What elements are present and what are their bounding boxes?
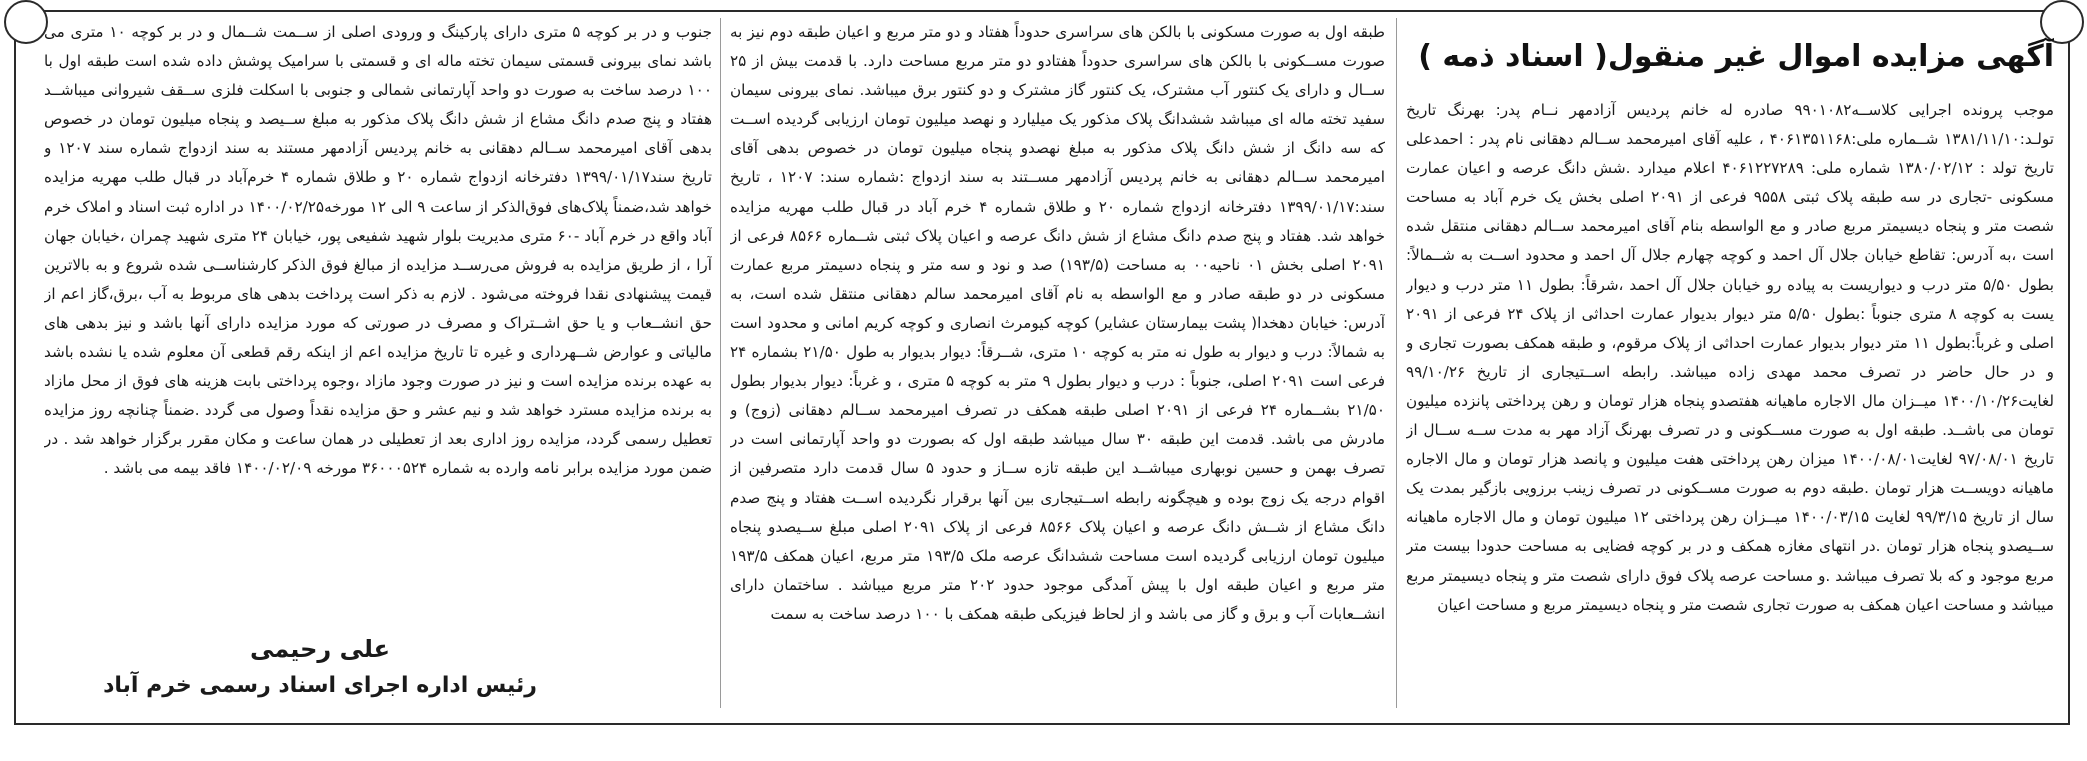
signatory-name: علی رحیمی: [249, 635, 391, 663]
signature-block: [90, 630, 550, 704]
column-divider: [720, 18, 721, 708]
column-divider: [1396, 18, 1397, 708]
notice-body-part-2: طبقه اول به صورت مسکونی با بالکن های سراسری حدوداً هفتاد و دو متر مربع و اعیان طبقه دوم نیز به صورت مســکونی با بالکن های سراسری حدوداً هفتادو دو متر مربع مساحت دارد. با قدمت بیش از ۲۵ ســال و دارای یک کنتور آب مشترک، یک کنتور گاز مشترک و دو کنتور برق میباشد. نمای بیرونی سیمان سفید تخته ماله ای میباشد ششدانگ پلاک مذکور یک میلیارد و نهصد میلیون تومان ارزیابی گردیده اســت که سه دانگ از شش دانگ پلاک مذکور به مبلغ نهصدو پنجاه میلیون تومان در خصوص بدهی آقای امیرمحمد ســالم دهقانی به خانم پردیس آزادمهر مســتند به سند ازدواج :شماره سند: ۱۲۰۷ ، تاریخ سند:۱۳۹۹/۰۱/۱۷ دفترخانه ازدواج شماره ۲۰ و طلاق شماره ۴ خرم آباد در قبال طلب مهریه مزایده خواهد شد. هفتاد و پنج صدم دانگ مشاع از شش دانگ عرصه و اعیان پلاک ثبتی شــماره ۸۵۶۶ فرعی از ۲۰۹۱ اصلی بخش ۰۱ ناحیه۰۰ به مساحت (۱۹۳/۵) صد و نود و سه متر و پنجاه دسیمتر مربع عمارت مسکونی در دو طبقه صادر و مع الواسطه به نام آقای امیرمحمد سالم دهقانی منتقل شده است، به آدرس: خیابان دهخدا( پشت بیمارستان عشایر) کوچه کیومرث انصاری و کوچه کریم امانی و محدود است به شمالاً: درب و دیوار به طول نه متر به کوچه ۱۰ متری، شــرقاً: دیوار بدیوار به طول ۲۱/۵۰ بشماره ۲۴ فرعی است ۲۰۹۱ اصلی، جنوباً : درب و دیوار بطول ۹ متر به کوچه ۵ متری ، و غرباً: دیوار بدیوار بطول ۲۱/۵۰ بشــماره ۲۴ فرعی از ۲۰۹۱ اصلی طبقه همکف در تصرف امیرمحمد ســالم دهقانی (زوج) و مادرش می باشد. قدمت این طبقه ۳۰ سال میباشد طبقه اول که بصورت دو واحد آپارتمانی است در تصرف بهمن و حسین نوبهاری میباشــد این طبقه تازه ســاز و حدود ۵ سال قدمت دارد متصرفین از اقوام درجه یک زوج بوده و هیچگونه رابطه اســتیجاری بین آنها برقرار نگردیده اســت هفتاد و پنج صدم دانگ مشاع از شــش دانگ عرصه و اعیان پلاک ۸۵۶۶ فرعی از پلاک ۲۰۹۱ اصلی مبلغ ســیصدو پنجاه میلیون تومان ارزیابی گردیده است مساحت ششدانگ عرصه ملک ۱۹۳/۵ متر مربع، اعیان همکف ۱۹۳/۵ متر مربع و اعیان طبقه اول با پیش آمدگی موجود حدود ۲۰۲ متر مربع میباشد . ساختمان دارای انشــعابات آب و برق و گاز می باشد و از لحاظ فیزیکی طبقه همکف با ۱۰۰ درصد ساخت به سمت: [730, 23, 1385, 623]
notice-column-middle: [730, 18, 1385, 708]
notice-body-part-3: جنوب و در بر کوچه ۵ متری دارای پارکینگ و ورودی اصلی از ســمت شــمال و در بر کوچه ۱۰ متری می باشد نمای بیرونی قسمتی سیمان تخته ماله ای و قسمتی با سرامیک پوشش داده شده است طبقه اول با ۱۰۰ درصد ساخت به صورت دو واحد آپارتمانی شمالی و جنوبی با اسکلت فلزی ســقف شیروانی میباشــد هفتاد و پنج صدم دانگ مشاع از شش دانگ پلاک مذکور به مبلغ ســیصد و پنجاه میلیون تومان در خصوص بدهی آقای امیرمحمد ســالم دهقانی به خانم پردیس آزادمهر مستند به سند ازدواج شماره سند ۱۲۰۷ و تاریخ سند۱۳۹۹/۰۱/۱۷ دفترخانه ازدواج شماره ۲۰ و طلاق شماره ۴ خرم‌آباد در قبال طلب مهریه مزایده خواهد شد،ضمناً پلاک‌های فوق‌الذکر از ساعت ۹ الی ۱۲ مورخه۱۴۰۰/۰۲/۲۵ در اداره ثبت اسناد و املاک خرم آباد واقع در خرم آباد -۶۰ متری مدیریت بلوار شهید شفیعی پور، خیابان ۲۴ متری شهید چمران ،خیابان جهان آرا ، از طریق مزایده به فروش می‌رســد مزایده از مبالغ فوق الذکر کارشناســی شده شروع و به بالاترین قیمت پیشنهادی نقدا فروخته می‌شود . لازم به ذکر است پرداخت بدهی های مربوط به آب ،برق،گاز اعم از حق انشــعاب و یا حق اشــتراک و مصرف در صورتی که مورد مزایده دارای آنها باشد و نیز بدهی های مالیاتی و عوارض شــهرداری و غیره تا تاریخ مزایده اعم از اینکه رقم قطعی آن معلوم شده یا نشده باشد به عهده برنده مزایده است و نیز در صورت وجود مازاد ،وجوه پرداختی بابت هزینه های فوق از محل مازاد به برنده مزایده مسترد خواهد شد و نیم عشر و حق مزایده نقداً وصول می گردد .ضمناً چنانچه روز مزایده تعطیل رسمی گردد، مزایده روز اداری بعد از تعطیلی در همان ساعت و مکان مقرر برگزار خواهد شد . در ضمن مورد مزایده برابر نامه وارده به شماره ۳۶۰۰۰۵۲۴ مورخه ۱۴۰۰/۰۲/۰۹ فاقد بیمه می باشد .: [44, 23, 712, 478]
notice-column-left: [44, 18, 712, 708]
signatory-title: رئیس اداره اجرای اسناد رسمی خرم آباد: [103, 673, 537, 698]
notice-body-part-1: موجب پرونده اجرایی کلاســه۹۹۰۱۰۸۲ صادره له خانم پردیس آزادمهر نــام پدر: بهرنگ تاریخ تولـد:۱۳۸۱/۱۱/۱۰ شــماره ملی:۴۰۶۱۳۵۱۱۶۸ ، علیه آقای امیرمحمد ســالم دهقانی نام پدر : احمدعلی تاریخ تولد : ۱۳۸۰/۰۲/۱۲ شماره ملی: ۴۰۶۱۲۲۷۲۸۹ اعلام میدارد .شش دانگ عرصه و اعیان عمارت مسکونی -تجاری در سه طبقه پلاک ثبتی ۹۵۵۸ فرعی از ۲۰۹۱ اصلی بخش یک خرم آباد به مساحت شصت متر و پنجاه دیسیمتر مربع صادر و مع الواسطه بنام آقای امیرمحمد ســالم دهقانی منتقل شده است ،به آدرس: تقاطع خیابان جلال آل احمد و کوچه چهارم جلال آل احمد و محدود اســت به شــمالاً: بطول ۵/۵۰ متر درب و دیواریست به پیاده رو خیابان جلال آل احمد ،شرقاً: بطول ۱۱ متر درب و دیوار یست به کوچه ۸ متری جنوباً :بطول ۵/۵۰ متر دیوار بدیوار عمارت احداثی از پلاک ۲۴ فرعی از ۲۰۹۱ اصلی و غرباً:بطول ۱۱ متر دیوار بدیوار عمارت احداثی از پلاک مرقوم، و طبقه همکف بصورت تجاری و و در حال حاضر در تصرف محمد مهدی زاده میباشد. رابطه اســتیجاری از تاریخ ۹۹/۱۰/۲۶ لغایت۱۴۰۰/۱۰/۲۶ میــزان مال الاجاره ماهیانه هفتصدو پنجاه هزار تومان و رهن پرداختی پانزده میلیون تومان می باشــد. طبقه اول به صورت مســکونی و در تصرف بهرنگ آزاد مهر به مدت ســه ســال از تاریخ ۹۷/۰۸/۰۱ لغایت۱۴۰۰/۰۸/۰۱ میزان رهن پرداختی هفت میلیون و پانصد هزار تومان و مال الاجاره ماهیانه دویســت هزار تومان .طبقه دوم به صورت مســکونی در تصرف زینب برزویی بازگیر بمدت یک سال از تاریخ ۹۹/۳/۱۵ لغایت ۱۴۰۰/۰۳/۱۵ میــزان رهن پرداختی ۱۲ میلیون تومان و مال الاجاره ماهیانه ســیصدو پنجاه هزار تومان .در انتهای مغازه همکف و در بر کوچه فضایی به مساحت حدودا بیست متر مربع موجود و که بلا تصرف میباشد .و مساحت عرصه پلاک فوق دارای شصت متر و پنجاه دیسیمتر مربع میباشد و مساحت اعیان همکف به صورت تجاری شصت متر و پنجاه دیسیمتر مربع و مساحت اعیان: [1406, 101, 2054, 614]
notice-title: آگهی مزایده اموال غیر منقول( اسناد ذمه ): [1418, 39, 2054, 74]
notice-column-right: [1406, 18, 2054, 708]
corner-ornament-left: [4, 0, 48, 44]
